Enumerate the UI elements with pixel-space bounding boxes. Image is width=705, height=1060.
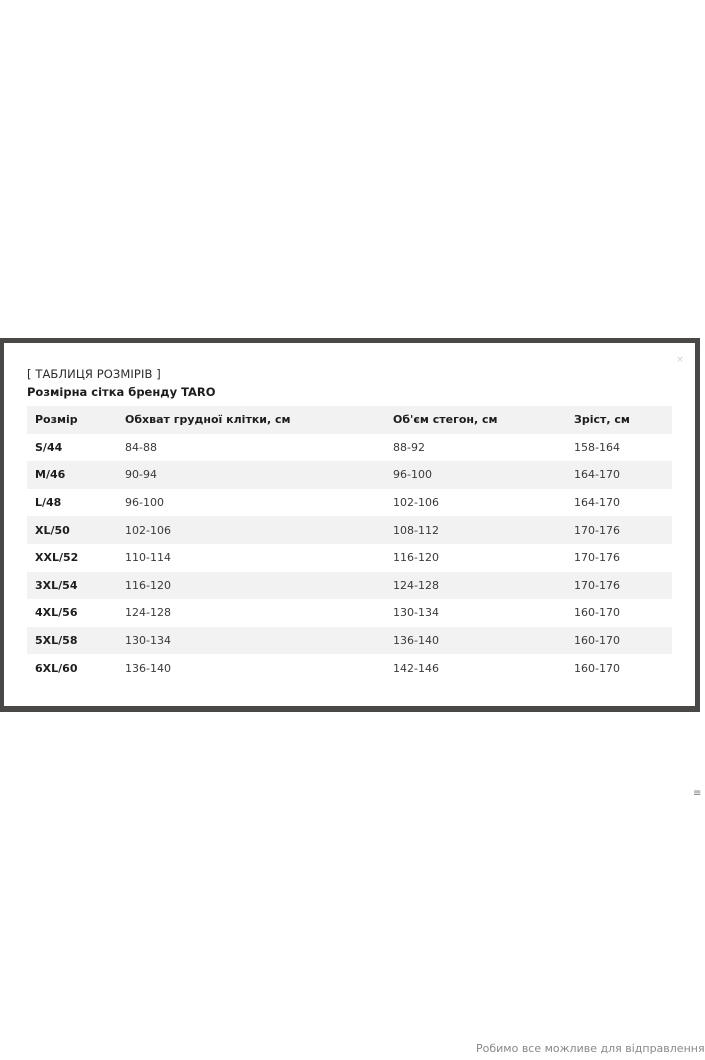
table-row bbox=[27, 572, 672, 600]
size-table bbox=[27, 406, 672, 682]
column-header-height: Зріст, см bbox=[566, 406, 672, 434]
table-row bbox=[27, 654, 672, 682]
table-row bbox=[27, 461, 672, 489]
table-header-row bbox=[27, 406, 672, 434]
column-header-size: Розмір bbox=[27, 406, 117, 434]
size-cell: 4XL/56 bbox=[27, 599, 117, 627]
height-cell: 164-170 bbox=[566, 461, 672, 489]
height-cell: 170-176 bbox=[566, 516, 672, 544]
table-row bbox=[27, 599, 672, 627]
chest-cell: 110-114 bbox=[117, 544, 385, 572]
size-cell: L/48 bbox=[27, 489, 117, 517]
size-cell: M/46 bbox=[27, 461, 117, 489]
table-row bbox=[27, 489, 672, 517]
height-cell: 170-176 bbox=[566, 572, 672, 600]
hips-cell: 124-128 bbox=[385, 572, 566, 600]
height-cell: 164-170 bbox=[566, 489, 672, 517]
table-row bbox=[27, 627, 672, 655]
column-header-chest: Обхват грудної клітки, см bbox=[117, 406, 385, 434]
hips-cell: 136-140 bbox=[385, 627, 566, 655]
chest-cell: 136-140 bbox=[117, 654, 385, 682]
chest-cell: 102-106 bbox=[117, 516, 385, 544]
hips-cell: 88-92 bbox=[385, 434, 566, 462]
size-cell: XL/50 bbox=[27, 516, 117, 544]
table-row bbox=[27, 544, 672, 572]
table-row bbox=[27, 516, 672, 544]
height-cell: 160-170 bbox=[566, 627, 672, 655]
height-cell: 158-164 bbox=[566, 434, 672, 462]
chest-cell: 116-120 bbox=[117, 572, 385, 600]
chest-cell: 124-128 bbox=[117, 599, 385, 627]
chest-cell: 90-94 bbox=[117, 461, 385, 489]
modal-eyebrow: [ ТАБЛИЦЯ РОЗМІРІВ ] bbox=[27, 367, 161, 381]
chest-cell: 96-100 bbox=[117, 489, 385, 517]
hips-cell: 96-100 bbox=[385, 461, 566, 489]
size-chart-modal bbox=[4, 343, 695, 706]
size-cell: 6XL/60 bbox=[27, 654, 117, 682]
size-cell: S/44 bbox=[27, 434, 117, 462]
modal-title: Розмірна сітка бренду TARO bbox=[27, 385, 216, 399]
hips-cell: 130-134 bbox=[385, 599, 566, 627]
column-header-hips: Об'єм стегон, см bbox=[385, 406, 566, 434]
chest-cell: 84-88 bbox=[117, 434, 385, 462]
close-icon[interactable]: × bbox=[676, 355, 684, 365]
height-cell: 160-170 bbox=[566, 654, 672, 682]
table-row bbox=[27, 434, 672, 462]
background-edge-glyph: ≡ bbox=[693, 788, 702, 799]
hips-cell: 102-106 bbox=[385, 489, 566, 517]
background-partial-text: Робимо все можливе для відправлення bbox=[476, 1042, 705, 1055]
height-cell: 160-170 bbox=[566, 599, 672, 627]
hips-cell: 116-120 bbox=[385, 544, 566, 572]
chest-cell: 130-134 bbox=[117, 627, 385, 655]
size-cell: 5XL/58 bbox=[27, 627, 117, 655]
hips-cell: 142-146 bbox=[385, 654, 566, 682]
hips-cell: 108-112 bbox=[385, 516, 566, 544]
size-cell: 3XL/54 bbox=[27, 572, 117, 600]
size-cell: XXL/52 bbox=[27, 544, 117, 572]
height-cell: 170-176 bbox=[566, 544, 672, 572]
